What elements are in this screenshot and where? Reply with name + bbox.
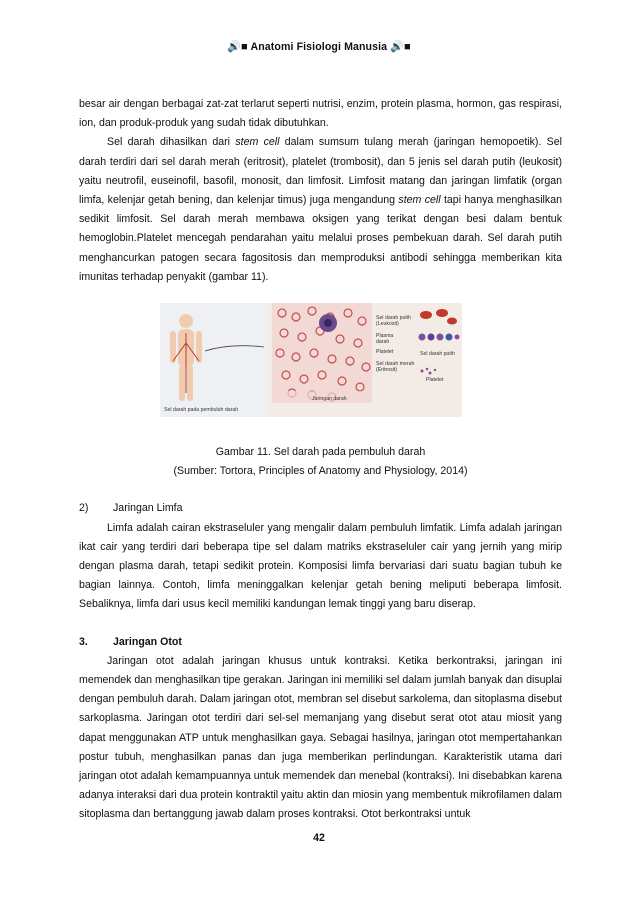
- muscle-paragraph: Jaringan otot adalah jaringan khusus untuk kontraksi. Ketika berkontraksi, jaringan ini memendek dan menghasilkan tipe gerakan. Jaringan ini memiliki sel dalam jumlah banyak dan disuplai dengan pembuluh darah. Dalam jaringan otot, membran sel disebut sarkolema, dan sitoplasma disebut sarkoplasma. Jaringan otot terdiri dari sel-sel memanjang yang disebut serat otot atau miosit yang dapat menggunakan ATP untuk menghasilkan gaya. Sebagai hasilnya, jaringan otot mempertahankan postur tubuh, menghasilkan panas dan juga memberikan perlindungan. Karakteristik utama dari jaringan otot adalah kemampuannya untuk memendek dan menebal (kontraksi). Ini disebabkan karena adanya interaksi dari dua protein kontraktil yaitu aktin dan miosin yang membentuk mikrofilamen dalam sitoplasma dan bertanggung jawab dalam proses kontraksi. Otot berkontraksi untuk: [79, 654, 562, 821]
- section-title: Jaringan Otot: [113, 635, 182, 648]
- label-platelet: Platelet: [376, 349, 394, 356]
- blood-figure: [160, 303, 462, 417]
- speaker-icon: 🔊■: [390, 41, 411, 53]
- section-number: 2): [79, 502, 89, 515]
- label-rbc: Sel darah merah (Eritrosit): [376, 361, 415, 374]
- blood-tissue-micrograph: [272, 303, 372, 403]
- label-wbc: Sel darah putih (Leukosit): [376, 315, 411, 328]
- blood-paragraph: Sel darah dihasilkan dari stem cell dalam sumsum tulang merah (jaringan hemopoetik). Sel darah terdiri dari sel darah merah (eritrosit), platelet (trombosit), dan 5 jenis sel darah putih (leukosit) yaitu neutrofil, euseinofil, basofil, monosit, dan limfosit. Limfosit matang dan jaringan limfatik (organ limfa, kelenjar getah bening, dan kelenjar timus) juga mengandung stem cell tapi hanya menghasilkan sedikit limfosit. Sel darah merah membawa oksigen yang terikat dengan besi dalam bentuk hemoglobin.Platelet mencegah pendarahan yaitu melalui proses pembekuan darah. Sel darah putih menghancurkan patogen secara fagositosis dan memproduksi antibodi sehingga memberikan kita imunitas terhadap penyakit (gambar 11).: [79, 136, 562, 283]
- label-platelet-2: Platelet: [426, 377, 444, 384]
- running-header: [0, 40, 638, 53]
- intro-paragraph: besar air dengan berbagai zat-zat terlarut seperti nutrisi, enzim, protein plasma, hormon, gas respirasi, ion, dan produk-produk yang sudah tidak dibutuhkan.: [79, 98, 562, 130]
- caption-source: (Sumber: Tortora, Principles of Anatomy and Physiology, 2014): [173, 465, 468, 478]
- section-muscle-heading: [79, 633, 562, 652]
- body-content: [79, 95, 562, 825]
- label-tissue: Jaringan darah: [312, 396, 347, 403]
- header-title: Anatomi Fisiologi Manusia: [250, 41, 388, 53]
- label-wbc-2: Sel darah putih: [420, 351, 455, 358]
- speaker-icon: 🔊■: [227, 41, 248, 53]
- caption-title: Gambar 11. Sel darah pada pembuluh darah: [215, 446, 426, 459]
- figure-legend: [374, 303, 462, 417]
- figure-caption: [79, 443, 562, 481]
- term-stem-cell: stem cell: [235, 136, 280, 149]
- cell-samples-illustration: [418, 307, 460, 347]
- body-vessel-illustration: [160, 303, 268, 417]
- label-plasma: Plasma darah: [376, 333, 394, 346]
- lymph-paragraph: Limfa adalah cairan ekstraseluler yang mengalir dalam pembuluh limfatik. Limfa adalah jaringan ikat cair yang terdiri dari beberapa tipe sel dalam matriks ekstraseluler cair yang jernih yang mirip dengan plasma darah, tetapi sedikit protein. Komposisi limfa bervariasi dari suatu bagian tubuh ke bagian lainnya. Contoh, limfa meninggalkan kelenjar getah bening meliputi beberapa limfosit. Sebaliknya, limfa dari usus kecil memiliki kandungan lemak tinggi yang baru diserap.: [79, 521, 562, 611]
- section-title: Jaringan Limfa: [113, 502, 183, 515]
- section-lymph-heading: [79, 499, 562, 518]
- page-number: 42: [313, 832, 325, 844]
- label-vessel: Sel darah pada pembuluh darah: [164, 407, 239, 414]
- section-number: 3.: [79, 635, 88, 648]
- platelet-illustration: [418, 365, 448, 377]
- term-stem-cell: stem cell: [398, 194, 441, 207]
